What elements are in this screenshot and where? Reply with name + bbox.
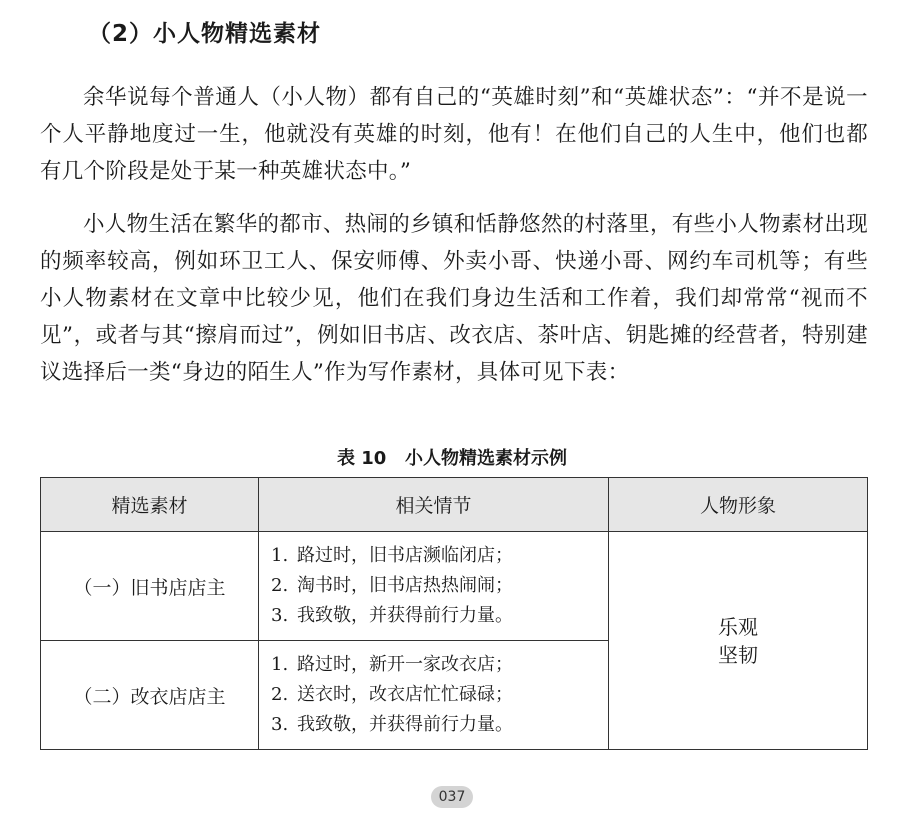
paragraph-2: 小人物生活在繁华的都市、热闹的乡镇和恬静悠然的村落里，有些小人物素材出现的频率较高，例如环卫工人、保安师傅、外卖小哥、快递小哥、网约车司机等；有些小人物素材在文章中比较少见，他们在我们身边生活和工作着，我们却常常“视而不见”，或者与其“擦肩而过”，例如旧书店、改衣店、茶叶店、钥匙摊的经营者，特别建议选择后一类“身边的陌生人”作为写作素材，具体可见下表： xyxy=(40,212,868,385)
header-image: 人物形象 xyxy=(609,478,868,532)
plot-cell xyxy=(259,641,609,750)
plot-line xyxy=(271,541,608,571)
plot-text: 路过时，新开一家改衣店； xyxy=(297,654,513,675)
table-header-row xyxy=(41,478,868,532)
plot-line xyxy=(271,650,608,680)
table-row xyxy=(41,532,868,641)
plot-text: 送衣时，改衣店忙忙碌碌； xyxy=(297,684,513,705)
plot-number: 2. xyxy=(271,575,289,596)
plot-line xyxy=(271,571,608,601)
image-trait: 乐观 xyxy=(718,614,758,639)
plot-number: 2. xyxy=(271,684,289,705)
plot-cell xyxy=(259,532,609,641)
paragraph-1: 余华说每个普通人（小人物）都有自己的“英雄时刻”和“英雄状态”：“并不是说一个人平静地度过一生，他就没有英雄的时刻，他有！在他们自己的人生中，他们也都有几个阶段是处于某一种英雄状态中。” xyxy=(40,85,868,184)
material-cell: （一）旧书店店主 xyxy=(41,532,259,641)
plot-number: 1. xyxy=(271,545,289,566)
plot-text: 我致敬，并获得前行力量。 xyxy=(297,605,513,626)
plot-text: 淘书时，旧书店热热闹闹； xyxy=(297,575,513,596)
image-trait: 坚韧 xyxy=(718,642,758,667)
plot-line xyxy=(271,710,608,740)
image-cell xyxy=(609,532,868,750)
plot-text: 路过时，旧书店濒临闭店； xyxy=(297,545,513,566)
material-cell: （二）改衣店店主 xyxy=(41,641,259,750)
plot-line xyxy=(271,601,608,631)
plot-number: 3. xyxy=(271,605,289,626)
page-number: 037 xyxy=(431,786,473,808)
table-caption: 表 10 小人物精选素材示例 xyxy=(336,448,568,469)
plot-number: 3. xyxy=(271,714,289,735)
plot-line xyxy=(271,680,608,710)
examples-table xyxy=(40,477,868,750)
plot-number: 1. xyxy=(271,654,289,675)
plot-text: 我致敬，并获得前行力量。 xyxy=(297,714,513,735)
header-material: 精选素材 xyxy=(41,478,259,532)
header-plot: 相关情节 xyxy=(259,478,609,532)
section-heading: （2）小人物精选素材 xyxy=(88,21,322,47)
